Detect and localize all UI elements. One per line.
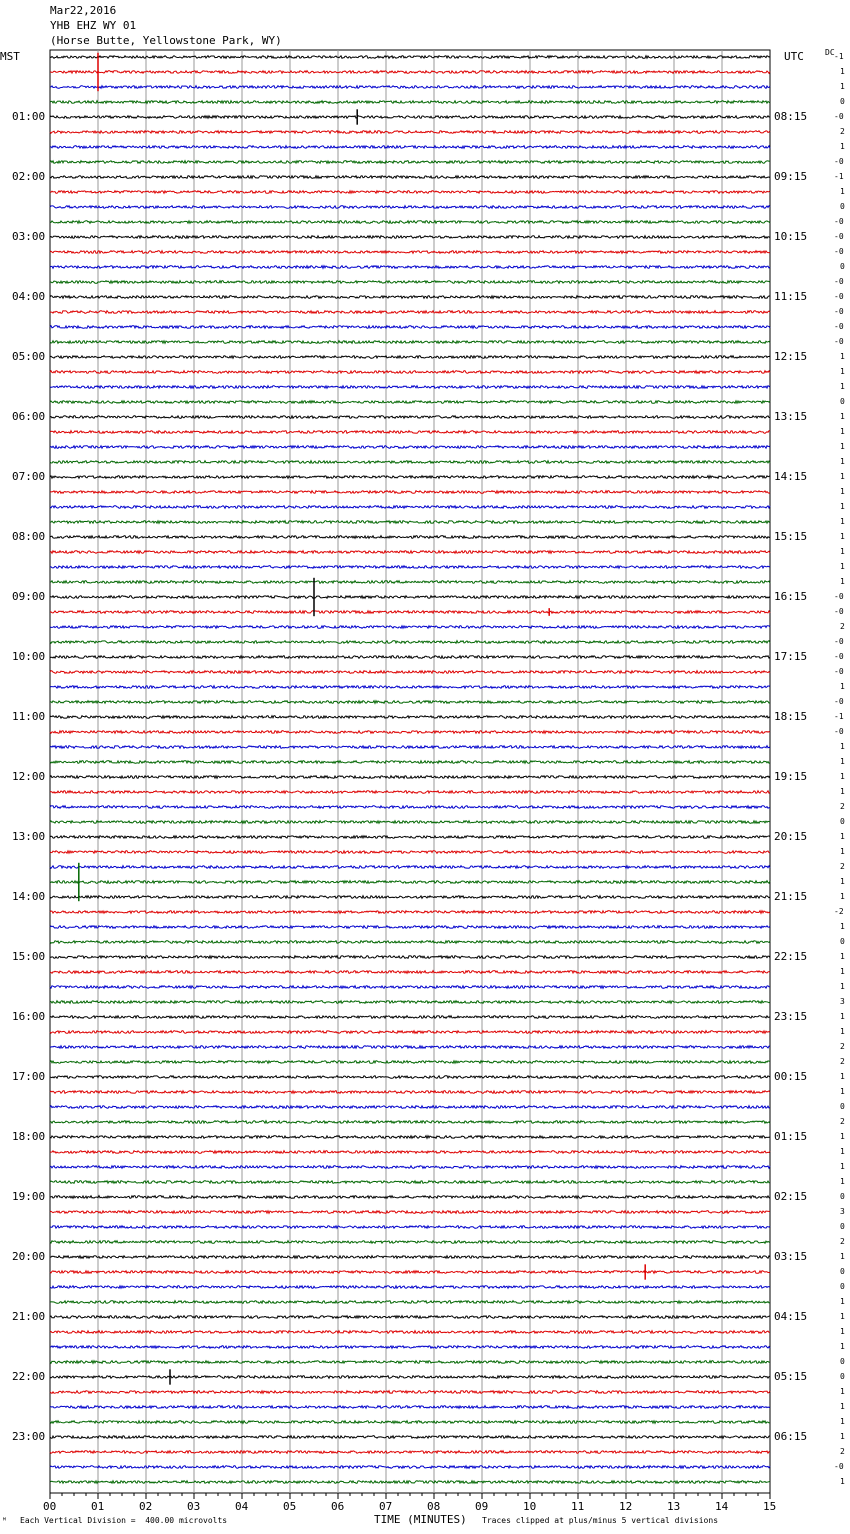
dc-offset-label: 1 <box>840 1027 845 1036</box>
dc-offset-label: 2 <box>840 1042 845 1051</box>
dc-offset-label: 1 <box>840 922 845 931</box>
seismic-trace <box>50 1331 770 1334</box>
seismic-trace <box>50 446 770 449</box>
x-tick-label: 15 <box>763 1500 777 1513</box>
chart-date: Mar22,2016 <box>50 4 117 17</box>
dc-offset-label: 1 <box>840 982 845 991</box>
right-hour-label: 02:15 <box>774 1190 808 1203</box>
right-hour-label: 12:15 <box>774 350 808 363</box>
dc-offset-label: 0 <box>840 1222 845 1231</box>
dc-offset-label: 1 <box>840 1147 845 1156</box>
seismic-trace <box>50 176 770 179</box>
seismic-trace <box>50 806 770 809</box>
seismic-trace <box>50 131 770 134</box>
right-hour-label: 16:15 <box>774 590 808 603</box>
dc-offset-label: 1 <box>840 1342 845 1351</box>
seismic-trace <box>50 1136 770 1139</box>
right-timezone-label: UTC <box>784 50 804 63</box>
seismic-trace <box>50 71 770 74</box>
seismic-trace <box>50 1301 770 1304</box>
dc-offset-label: -0 <box>834 247 844 256</box>
seismic-trace <box>50 506 770 509</box>
left-hour-label: 22:00 <box>12 1370 46 1383</box>
dc-offset-label: 2 <box>840 1117 845 1126</box>
dc-offset-label: 0 <box>840 1192 845 1201</box>
dc-offset-label: 1 <box>840 502 845 511</box>
dc-offset-label: -2 <box>834 907 844 916</box>
dc-offset-label: 1 <box>840 1072 845 1081</box>
seismic-trace <box>50 956 770 959</box>
seismic-trace <box>50 326 770 329</box>
dc-label: DC <box>825 48 835 57</box>
x-axis-ticks <box>50 1493 770 1499</box>
left-hour-label: 10:00 <box>12 650 46 663</box>
trace-group <box>50 53 770 1484</box>
dc-offset-label: 2 <box>840 1237 845 1246</box>
dc-offset-label: 1 <box>840 847 845 856</box>
dc-offset-label: 1 <box>840 1252 845 1261</box>
seismic-trace <box>50 1346 770 1349</box>
seismic-trace <box>50 146 770 149</box>
seismic-trace <box>50 1241 770 1244</box>
dc-offset-label: -0 <box>834 727 844 736</box>
dc-offset-label: 1 <box>840 952 845 961</box>
left-hour-label: 21:00 <box>12 1310 46 1323</box>
left-hour-label: 12:00 <box>12 770 46 783</box>
right-hour-label: 03:15 <box>774 1250 808 1263</box>
dc-offset-label: 1 <box>840 187 845 196</box>
dc-offset-label: 1 <box>840 412 845 421</box>
dc-offset-label: 1 <box>840 142 845 151</box>
seismic-trace <box>50 971 770 974</box>
dc-offset-label: 1 <box>840 1312 845 1321</box>
seismic-trace <box>50 221 770 224</box>
seismic-trace <box>50 1106 770 1109</box>
chart-location: (Horse Butte, Yellowstone Park, WY) <box>50 34 282 47</box>
left-hour-label: 16:00 <box>12 1010 46 1023</box>
seismic-trace <box>50 1181 770 1184</box>
dc-offset-label: 1 <box>840 1162 845 1171</box>
dc-offset-label: 0 <box>840 1102 845 1111</box>
dc-offset-label: -0 <box>834 157 844 166</box>
seismic-trace <box>50 911 770 914</box>
dc-offset-label: -0 <box>834 277 844 286</box>
dc-offset-label: -0 <box>834 292 844 301</box>
x-axis-label: TIME (MINUTES) <box>374 1513 467 1526</box>
seismic-trace <box>50 281 770 284</box>
right-hour-label: 18:15 <box>774 710 808 723</box>
seismic-trace <box>50 626 770 629</box>
left-hour-label: 18:00 <box>12 1130 46 1143</box>
x-tick-label: 05 <box>283 1500 297 1513</box>
seismic-trace <box>50 461 770 464</box>
seismic-trace <box>50 1121 770 1124</box>
dc-offset-label: -1 <box>834 52 844 61</box>
dc-offset-label: 1 <box>840 1327 845 1336</box>
seismic-trace <box>50 416 770 419</box>
right-hour-label: 09:15 <box>774 170 808 183</box>
footer-mark: ᴹ <box>2 1516 7 1525</box>
left-hour-label: 02:00 <box>12 170 46 183</box>
dc-offset-label: -0 <box>834 307 844 316</box>
dc-offset-label: 1 <box>840 1297 845 1306</box>
right-hour-label: 11:15 <box>774 290 808 303</box>
seismic-trace <box>50 1451 770 1454</box>
seismic-trace <box>50 926 770 929</box>
dc-offset-label: 1 <box>840 967 845 976</box>
right-hour-label: 21:15 <box>774 890 808 903</box>
x-tick-label: 14 <box>715 1500 729 1513</box>
seismic-trace <box>50 1481 770 1484</box>
seismic-trace <box>50 401 770 404</box>
seismic-trace <box>50 1466 770 1469</box>
right-hour-label: 22:15 <box>774 950 808 963</box>
right-hour-label: 05:15 <box>774 1370 808 1383</box>
seismic-trace <box>50 1286 770 1289</box>
seismic-trace <box>50 1256 770 1259</box>
dc-offset-label: -0 <box>834 652 844 661</box>
seismic-trace <box>50 266 770 269</box>
seismic-trace <box>50 881 770 884</box>
left-hour-label: 20:00 <box>12 1250 46 1263</box>
seismic-trace <box>50 86 770 89</box>
seismic-trace <box>50 1361 770 1364</box>
seismic-trace <box>50 551 770 554</box>
seismic-trace <box>50 56 770 59</box>
dc-offset-label: -0 <box>834 667 844 676</box>
left-hour-label: 05:00 <box>12 350 46 363</box>
dc-offset-label: 2 <box>840 1447 845 1456</box>
dc-offset-label: 1 <box>840 742 845 751</box>
dc-offset-label: 1 <box>840 1132 845 1141</box>
seismic-trace <box>50 341 770 344</box>
seismic-trace <box>50 206 770 209</box>
left-hour-label: 13:00 <box>12 830 46 843</box>
dc-offset-label: 0 <box>840 262 845 271</box>
dc-offset-label: 0 <box>840 937 845 946</box>
left-timezone-label: MST <box>0 50 20 63</box>
right-hour-label: 20:15 <box>774 830 808 843</box>
seismic-trace <box>50 716 770 719</box>
seismic-trace <box>50 671 770 674</box>
seismic-trace <box>50 371 770 374</box>
dc-offset-label: -0 <box>834 592 844 601</box>
dc-offset-label: 1 <box>840 1087 845 1096</box>
seismic-trace <box>50 941 770 944</box>
footer-scale: Each Vertical Division = 400.00 microvolts <box>20 1516 228 1525</box>
seismic-trace <box>50 311 770 314</box>
dc-offset-label: 1 <box>840 577 845 586</box>
x-tick-label: 02 <box>139 1500 153 1513</box>
dc-offset-label: 0 <box>840 1282 845 1291</box>
right-hour-label: 10:15 <box>774 230 808 243</box>
dc-offset-label: -0 <box>834 217 844 226</box>
dc-offset-label: 0 <box>840 202 845 211</box>
seismic-trace <box>50 1406 770 1409</box>
seismic-trace <box>50 641 770 644</box>
seismic-trace <box>50 746 770 749</box>
left-hour-label: 06:00 <box>12 410 46 423</box>
dc-offset-label: 0 <box>840 817 845 826</box>
seismic-trace <box>50 386 770 389</box>
right-hour-label: 15:15 <box>774 530 808 543</box>
dc-offset-label: 0 <box>840 1267 845 1276</box>
x-tick-label: 00 <box>43 1500 57 1513</box>
right-hour-label: 14:15 <box>774 470 808 483</box>
dc-offset-label: 2 <box>840 862 845 871</box>
seismic-trace <box>50 1016 770 1019</box>
dc-offset-label: 2 <box>840 127 845 136</box>
seismic-trace <box>50 1376 770 1379</box>
seismic-trace <box>50 536 770 539</box>
x-tick-label: 01 <box>91 1500 105 1513</box>
dc-offset-label: 1 <box>840 517 845 526</box>
dc-offset-label: 0 <box>840 1357 845 1366</box>
left-hour-label: 14:00 <box>12 890 46 903</box>
dc-offset-label: 0 <box>840 397 845 406</box>
left-hour-label: 17:00 <box>12 1070 46 1083</box>
dc-offset-label: -0 <box>834 322 844 331</box>
dc-offset-label: 1 <box>840 1432 845 1441</box>
seismic-trace <box>50 851 770 854</box>
seismic-trace <box>50 1211 770 1214</box>
dc-offset-label: 1 <box>840 877 845 886</box>
footer-clip-note: Traces clipped at plus/minus 5 vertical divisions <box>482 1516 719 1525</box>
seismic-trace <box>50 431 770 434</box>
dc-offset-label: 1 <box>840 772 845 781</box>
right-hour-label: 06:15 <box>774 1430 808 1443</box>
seismic-trace <box>50 1076 770 1079</box>
dc-offset-label: 1 <box>840 1477 845 1486</box>
dc-offset-label: -0 <box>834 232 844 241</box>
seismic-trace <box>50 491 770 494</box>
seismic-trace <box>50 701 770 704</box>
dc-offset-label: 1 <box>840 67 845 76</box>
left-hour-label: 15:00 <box>12 950 46 963</box>
left-hour-label: 04:00 <box>12 290 46 303</box>
x-tick-label: 10 <box>523 1500 537 1513</box>
dc-offset-label: 1 <box>840 1402 845 1411</box>
dc-offset-label: 1 <box>840 427 845 436</box>
seismic-trace <box>50 761 770 764</box>
dc-offset-label: 1 <box>840 757 845 766</box>
x-tick-label: 13 <box>667 1500 681 1513</box>
right-hour-label: 00:15 <box>774 1070 808 1083</box>
dc-offset-label: 1 <box>840 892 845 901</box>
seismic-trace <box>50 611 770 614</box>
seismic-trace <box>50 836 770 839</box>
x-tick-label: 11 <box>571 1500 585 1513</box>
seismic-trace <box>50 791 770 794</box>
right-hour-label: 01:15 <box>774 1130 808 1143</box>
dc-offset-label: 1 <box>840 367 845 376</box>
dc-offset-label: 1 <box>840 682 845 691</box>
dc-offset-label: -0 <box>834 637 844 646</box>
right-hour-label: 17:15 <box>774 650 808 663</box>
chart-station: YHB EHZ WY 01 <box>50 19 137 32</box>
seismic-trace <box>50 821 770 824</box>
dc-offset-label: -1 <box>834 172 844 181</box>
dc-offset-label: 1 <box>840 382 845 391</box>
dc-offset-label: 1 <box>840 82 845 91</box>
right-hour-label: 19:15 <box>774 770 808 783</box>
dc-offset-label: -0 <box>834 337 844 346</box>
left-hour-label: 11:00 <box>12 710 46 723</box>
dc-offset-label: -0 <box>834 1462 844 1471</box>
dc-offset-label: 1 <box>840 1387 845 1396</box>
dc-offset-label: -0 <box>834 607 844 616</box>
seismic-trace <box>50 191 770 194</box>
dc-offset-label: -0 <box>834 697 844 706</box>
seismic-trace <box>50 1166 770 1169</box>
seismic-trace <box>50 476 770 479</box>
seismic-trace <box>50 776 770 779</box>
dc-offset-label: 0 <box>840 1372 845 1381</box>
seismic-trace <box>50 1271 770 1274</box>
seismic-trace <box>50 161 770 164</box>
seismic-trace <box>50 581 770 584</box>
seismic-trace <box>50 236 770 239</box>
seismic-trace <box>50 1316 770 1319</box>
left-hour-label: 03:00 <box>12 230 46 243</box>
seismic-trace <box>50 1226 770 1229</box>
seismic-trace <box>50 566 770 569</box>
dc-offset-label: 1 <box>840 1012 845 1021</box>
x-tick-label: 07 <box>379 1500 393 1513</box>
left-hour-label: 09:00 <box>12 590 46 603</box>
seismic-trace <box>50 596 770 599</box>
seismic-trace <box>50 296 770 299</box>
seismic-trace <box>50 1091 770 1094</box>
seismic-trace <box>50 101 770 104</box>
dc-offset-label: 2 <box>840 622 845 631</box>
x-tick-label: 04 <box>235 1500 249 1513</box>
seismic-trace <box>50 656 770 659</box>
seismic-trace <box>50 1391 770 1394</box>
right-hour-label: 23:15 <box>774 1010 808 1023</box>
dc-offset-label: 1 <box>840 457 845 466</box>
seismic-trace <box>50 356 770 359</box>
seismic-trace <box>50 896 770 899</box>
seismic-trace <box>50 1421 770 1424</box>
dc-offset-label: 2 <box>840 802 845 811</box>
left-hour-label: 07:00 <box>12 470 46 483</box>
seismic-trace <box>50 1151 770 1154</box>
dc-offset-label: 1 <box>840 547 845 556</box>
dc-offset-label: 1 <box>840 787 845 796</box>
left-hour-label: 08:00 <box>12 530 46 543</box>
dc-offset-label: 1 <box>840 1417 845 1426</box>
left-hour-label: 19:00 <box>12 1190 46 1203</box>
seismic-trace <box>50 686 770 689</box>
dc-offset-label: 1 <box>840 1177 845 1186</box>
right-hour-label: 13:15 <box>774 410 808 423</box>
seismic-trace <box>50 1436 770 1439</box>
seismic-trace <box>50 1196 770 1199</box>
seismic-trace <box>50 866 770 869</box>
dc-offset-label: 1 <box>840 562 845 571</box>
right-hour-label: 04:15 <box>774 1310 808 1323</box>
seismic-trace <box>50 521 770 524</box>
dc-offset-label: 3 <box>840 997 845 1006</box>
seismic-trace <box>50 986 770 989</box>
seismic-trace <box>50 251 770 254</box>
left-hour-label: 23:00 <box>12 1430 46 1443</box>
right-hour-label: 08:15 <box>774 110 808 123</box>
dc-offset-label: 1 <box>840 352 845 361</box>
seismic-trace <box>50 116 770 119</box>
dc-offset-label: 2 <box>840 1057 845 1066</box>
x-tick-label: 03 <box>187 1500 201 1513</box>
dc-offset-label: 1 <box>840 832 845 841</box>
seismic-trace <box>50 731 770 734</box>
seismic-trace <box>50 1001 770 1004</box>
x-tick-label: 06 <box>331 1500 345 1513</box>
x-tick-label: 09 <box>475 1500 489 1513</box>
seismic-trace <box>50 1061 770 1064</box>
x-tick-label: 08 <box>427 1500 441 1513</box>
dc-offset-label: -1 <box>834 712 844 721</box>
dc-offset-label: -0 <box>834 112 844 121</box>
x-tick-label: 12 <box>619 1500 633 1513</box>
dc-offset-label: 1 <box>840 442 845 451</box>
dc-offset-label: 1 <box>840 487 845 496</box>
dc-offset-label: 1 <box>840 472 845 481</box>
seismic-trace <box>50 1046 770 1049</box>
dc-offset-label: 0 <box>840 97 845 106</box>
left-hour-label: 01:00 <box>12 110 46 123</box>
dc-offset-label: 3 <box>840 1207 845 1216</box>
dc-offset-label: 1 <box>840 532 845 541</box>
seismic-trace <box>50 1031 770 1034</box>
